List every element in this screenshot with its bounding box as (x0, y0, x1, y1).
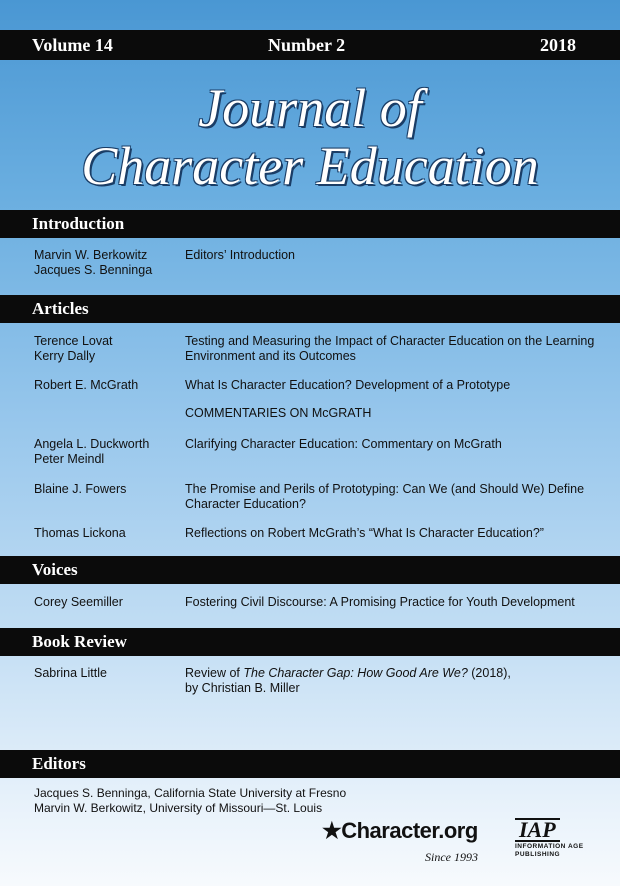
entry-title: The Promise and Perils of Prototyping: Can We (and Should We) Define Character Education? (185, 482, 585, 511)
journal-title-line2: Character Education (81, 136, 539, 196)
entry-title (185, 666, 595, 696)
section-heading-book-review: Book Review (0, 628, 620, 656)
entry-title: Editors’ Introduction (185, 248, 296, 262)
number-label: Number 2 (268, 35, 346, 55)
entry-authors: Sabrina Little (34, 666, 107, 680)
section-heading-articles: Articles (0, 295, 620, 323)
title-prefix: Review of (185, 666, 244, 680)
iap-subtitle (515, 843, 584, 859)
entry-title: Testing and Measuring the Impact of Character Education on the Learning Environment and its Outcomes (185, 334, 595, 363)
character-org-logo (322, 818, 478, 844)
journal-title-line1: Journal of (198, 78, 422, 138)
character-org-text: Character.org (341, 818, 478, 843)
iap-sub2: PUBLISHING (515, 851, 561, 858)
entry-title: Fostering Civil Discourse: A Promising Practice for Youth Development (185, 595, 575, 609)
since-label: Since 1993 (425, 850, 478, 864)
entry-authors: Marvin W. Berkowitz Jacques S. Benninga (34, 248, 153, 277)
section-heading-editors: Editors (0, 750, 620, 778)
entry-title: What Is Character Education? Development of a Prototype (185, 378, 511, 392)
book-title: The Character Gap: How Good Are We? (243, 666, 468, 680)
editor-line: Jacques S. Benninga, California State University at Fresno (34, 786, 347, 800)
title-suffix: (2018), (467, 666, 511, 680)
entry-authors: Robert E. McGrath (34, 378, 139, 392)
star-icon: ★ (322, 818, 342, 843)
volume-label: Volume 14 (32, 35, 113, 55)
editor-line: Marvin W. Berkowitz, University of Missouri—St. Louis (34, 801, 323, 815)
iap-sub1: INFORMATION AGE (515, 843, 584, 850)
entry-authors: Corey Seemiller (34, 595, 123, 609)
section-heading-introduction: Introduction (0, 210, 620, 238)
commentaries-heading: COMMENTARIES ON McGRATH (185, 406, 372, 420)
section-heading-voices: Voices (0, 556, 620, 584)
issue-bar (0, 30, 620, 60)
entry-authors: Thomas Lickona (34, 526, 126, 540)
iap-mark: IAP (515, 818, 560, 842)
entry-authors: Terence Lovat Kerry Dally (34, 334, 113, 363)
title-line2: by Christian B. Miller (185, 681, 300, 695)
iap-logo (515, 818, 593, 860)
entry-title: Clarifying Character Education: Commentary on McGrath (185, 437, 502, 451)
year-label: 2018 (540, 35, 576, 55)
entry-authors: Angela L. Duckworth Peter Meindl (34, 437, 150, 466)
entry-authors: Blaine J. Fowers (34, 482, 127, 496)
entry-title: Reflections on Robert McGrath’s “What Is Character Education?” (185, 526, 544, 540)
